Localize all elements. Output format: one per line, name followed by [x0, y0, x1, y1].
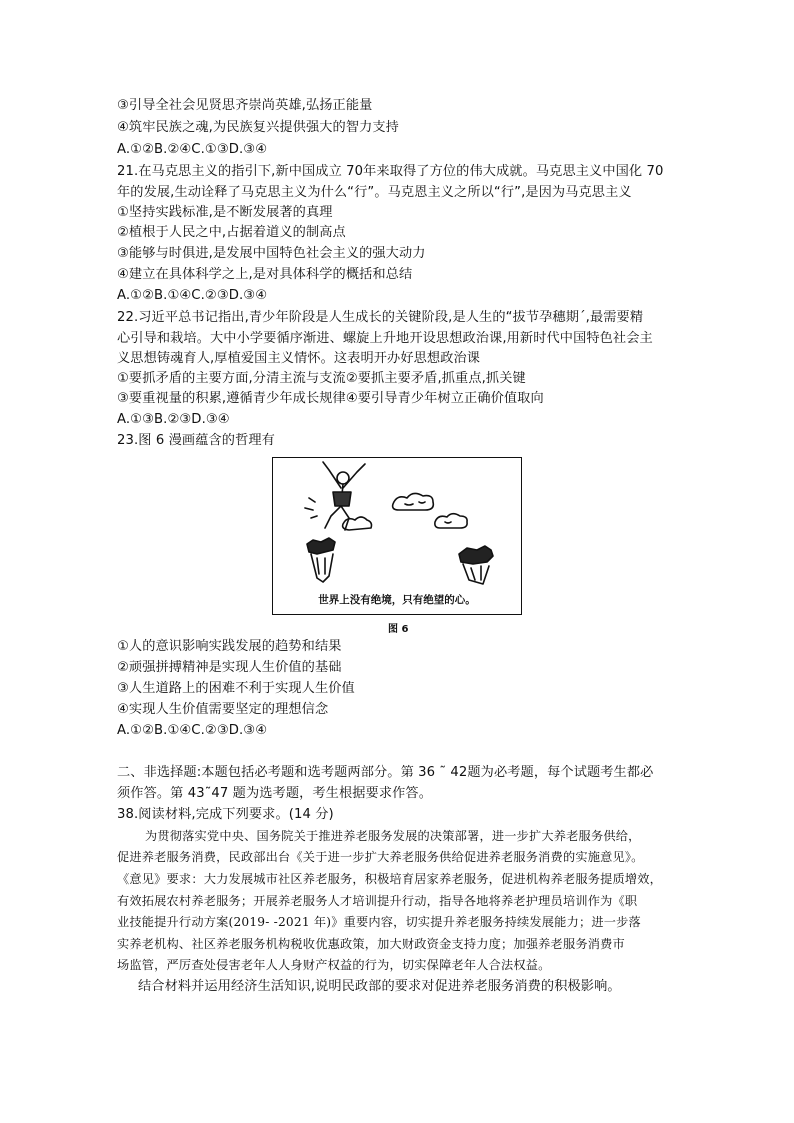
- q20-answer-choices: A.①②B.②④C.①③D.③④: [117, 142, 268, 157]
- q23-option-3: ③人生道路上的困难不利于实现人生价值: [117, 681, 355, 696]
- q38-material-line-6: 实养老机构、社区养老服务机构税收优惠政策，加大财政资金支持力度；加强养老服务消费市: [117, 937, 625, 951]
- q38-material-line-3: 《意见》要求：大力发展城市社区养老服务，积极培育居家养老服务，促进机构养老服务提质增效，: [117, 872, 663, 886]
- q22-stem-line-3: 义思想铸魂育人,厚植爱国主义情怀。这表明开办好思想政治课: [117, 351, 481, 366]
- q22-answer-choices: A.①③B.②③D.③④: [117, 412, 230, 427]
- q21-answer-choices: A.①②B.①④C.②③D.③④: [117, 288, 268, 303]
- q38-material-line-2: 促进养老服务消费，民政部出台《关于进一步扩大养老服务供给促进养老服务消费的实施意见》。: [117, 850, 644, 864]
- q38-material-line-5: 业技能提升行动方案(2019- -2021 年)》重要内容，切实提升养老服务持续发展能力；进一步落: [117, 915, 641, 929]
- q20-option-3: ③引导全社会见贤思齐崇尚英雄,弘扬正能量: [117, 98, 373, 113]
- q21-option-4: ④建立在具体科学之上,是对具体科学的概括和总结: [117, 267, 413, 282]
- q21-stem-line-1: 21.在马克思主义的指引下,新中国成立 70年来取得了方位的伟大成就。马克思主义中国化 70: [117, 164, 664, 179]
- q22-options-3-4: ③要重视量的积累,遵循青少年成长规律④要引导青少年树立正确价值取向: [117, 391, 544, 406]
- q22-options-1-2: ①要抓矛盾的主要方面,分清主流与支流②要抓主要矛盾,抓重点,抓关键: [117, 371, 526, 386]
- q23-stem: 23.图 6 漫画蕴含的哲理有: [117, 433, 275, 448]
- q22-stem-line-1: 22.习近平总书记指出,青少年阶段是人生成长的关键阶段,是人生的“拔节孕穗期ˊ,最需要精: [117, 310, 644, 325]
- cartoon-figure: [272, 457, 522, 615]
- cartoon-caption: 世界上没有绝境，只有绝望的心。: [318, 594, 476, 606]
- q38-material-line-1: 为贯彻落实党中央、国务院关于推进养老服务发展的决策部署，进一步扩大养老服务供给，: [145, 829, 641, 843]
- q21-option-1: ①坚持实践标准,是不断发展著的真理: [117, 205, 333, 220]
- q21-option-2: ②植根于人民之中,占据着道义的制高点: [117, 225, 346, 240]
- q38-material-line-4: 有效拓展农村养老服务；开展养老服务人才培训提升行动，指导各地将养老护理员培训作为《职: [117, 894, 638, 908]
- section-2-heading-line-1: 二、非选择题:本题包括必考题和选考题两部分。第 36 ˜ 42题为必考题，每个试题考生都必: [117, 765, 654, 780]
- q21-option-3: ③能够与时俱进,是发展中国特色社会主义的强大动力: [117, 246, 426, 261]
- q23-answer-choices: A.①②B.①④C.②③D.③④: [117, 723, 268, 738]
- q20-option-4: ④筑牢民族之魂,为民族复兴提供强大的智力支持: [117, 120, 399, 135]
- q22-stem-line-2: 心引导和栽培。大中小学要循序渐进、螺旋上升地开设思想政治课,用新时代中国特色社会主: [117, 331, 653, 346]
- section-2-heading-line-2: 须作答。第 43˜47 题为选考题，考生根据要求作答。: [117, 786, 432, 801]
- q23-option-2: ②顽强拼搏精神是实现人生价值的基础: [117, 660, 342, 675]
- q23-option-1: ①人的意识影响实践发展的趋势和结果: [117, 639, 342, 654]
- figure-label: 图 6: [388, 624, 409, 635]
- q21-stem-line-2: 年的发展,生动诠释了马克思主义为什么“行”。马克恩主义之所以“行”,是因为马克思主义: [117, 185, 632, 200]
- q38-material-line-7: 场监管，严厉查处侵害老年人人身财产权益的行为，切实保障老年人合法权益。: [117, 958, 551, 972]
- q38-question: 结合材料并运用经济生活知识,说明民政部的要求对促进养老服务消费的积极影响。: [138, 979, 621, 994]
- cartoon-drawing: [273, 458, 520, 613]
- q23-option-4: ④实现人生价值需要坚定的理想信念: [117, 702, 329, 717]
- q38-stem: 38.阅读材料,完成下列要求。(14 分): [117, 807, 334, 822]
